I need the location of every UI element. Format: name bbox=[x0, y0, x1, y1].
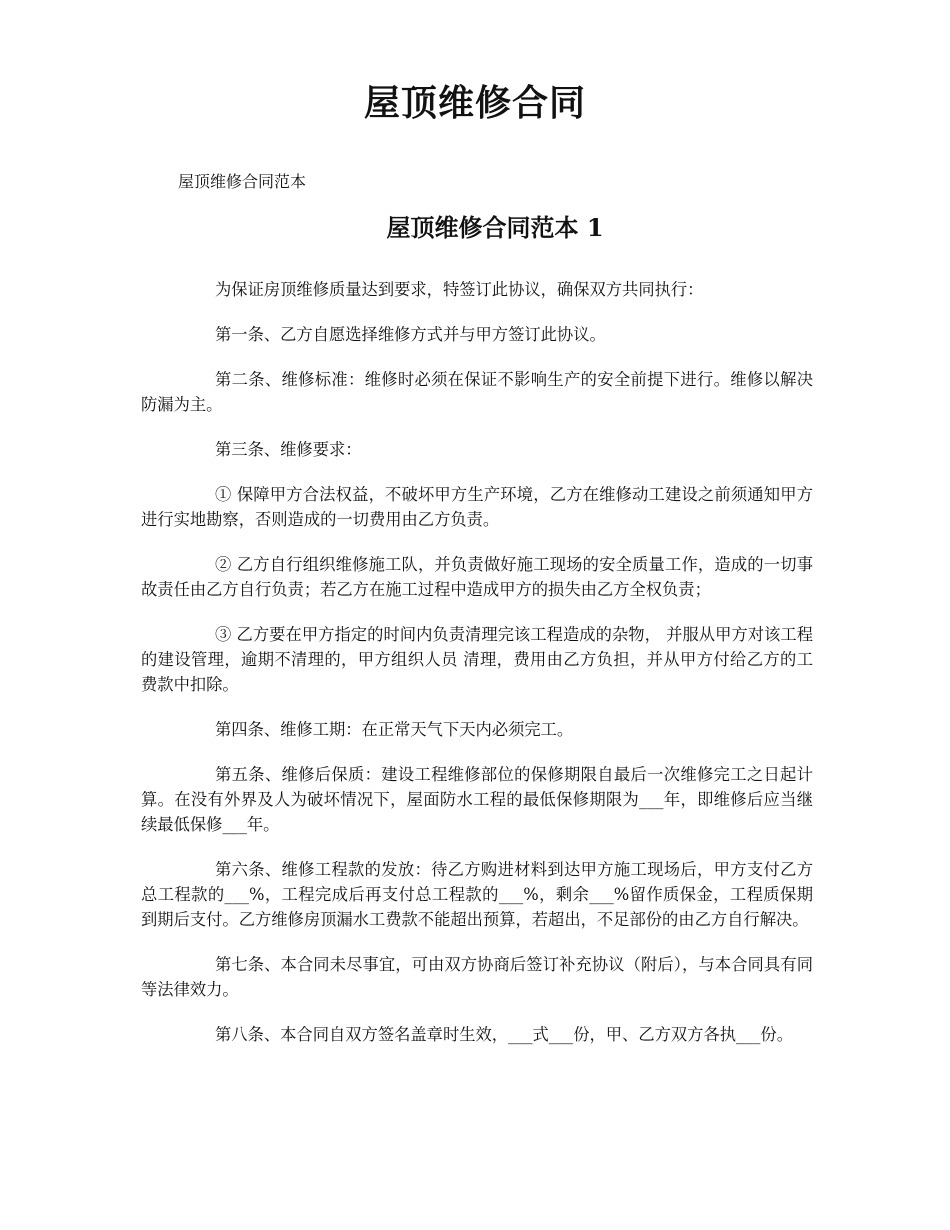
clause-3-item-1: ① 保障甲方合法权益，不破坏甲方生产环境，乙方在维修动工建设之前须通知甲方进行实地勘察，否则造成的一切费用由乙方负责。 bbox=[141, 485, 813, 529]
clause-8: 第八条、本合同自双方签名盖章时生效，___式___份，甲、乙方双方各执___份。 bbox=[215, 1025, 793, 1044]
clause-6: 第六条、维修工程款的发放：待乙方购进材料到达甲方施工现场后，甲方支付乙方总工程款的___%，工程完成后再支付总工程款的___%，剩余___%留作质保金，工程质保期到期后支付。乙方维修房顶漏水工费款不能超出预算，若超出，不足部份的由乙方自行解决。 bbox=[141, 860, 813, 929]
document-subtitle: 屋顶维修合同范本 bbox=[178, 172, 307, 191]
clause-1: 第一条、乙方自愿选择维修方式并与甲方签订此协议。 bbox=[215, 325, 606, 344]
clause-3: 第三条、维修要求： bbox=[215, 440, 362, 459]
paragraph-intro: 为保证房顶维修质量达到要求，特签订此协议，确保双方共同执行： bbox=[215, 280, 704, 299]
section-heading: 屋顶维修合同范本 1 bbox=[386, 213, 604, 242]
document-body bbox=[141, 277, 813, 1067]
clause-4: 第四条、维修工期：在正常天气下天内必须完工。 bbox=[215, 720, 574, 739]
clause-3-item-3: ③ 乙方要在甲方指定的时间内负责清理完该工程造成的杂物， 并服从甲方对该工程的建设管理，逾期不清理的，甲方组织人员 清理，费用由乙方负担，并从甲方付给乙方的工费款中扣除。 bbox=[141, 625, 813, 694]
clause-2: 第二条、维修标准：维修时必须在保证不影响生产的安全前提下进行。维修以解决防漏为主。 bbox=[141, 370, 813, 414]
document-title: 屋顶维修合同 bbox=[363, 83, 586, 124]
clause-7: 第七条、本合同未尽事宜，可由双方协商后签订补充协议（附后），与本合同具有同等法律效力。 bbox=[141, 955, 813, 999]
clause-3-item-2: ② 乙方自行组织维修施工队，并负责做好施工现场的安全质量工作，造成的一切事故责任由乙方自行负责；若乙方在施工过程中造成甲方的损失由乙方全权负责； bbox=[141, 555, 813, 599]
clause-5: 第五条、维修后保质：建设工程维修部位的保修期限自最后一次维修完工之日起计算。在没有外界及人为破坏情况下，屋面防水工程的最低保修期限为___年，即维修后应当继续最低保修___年。 bbox=[141, 765, 813, 834]
